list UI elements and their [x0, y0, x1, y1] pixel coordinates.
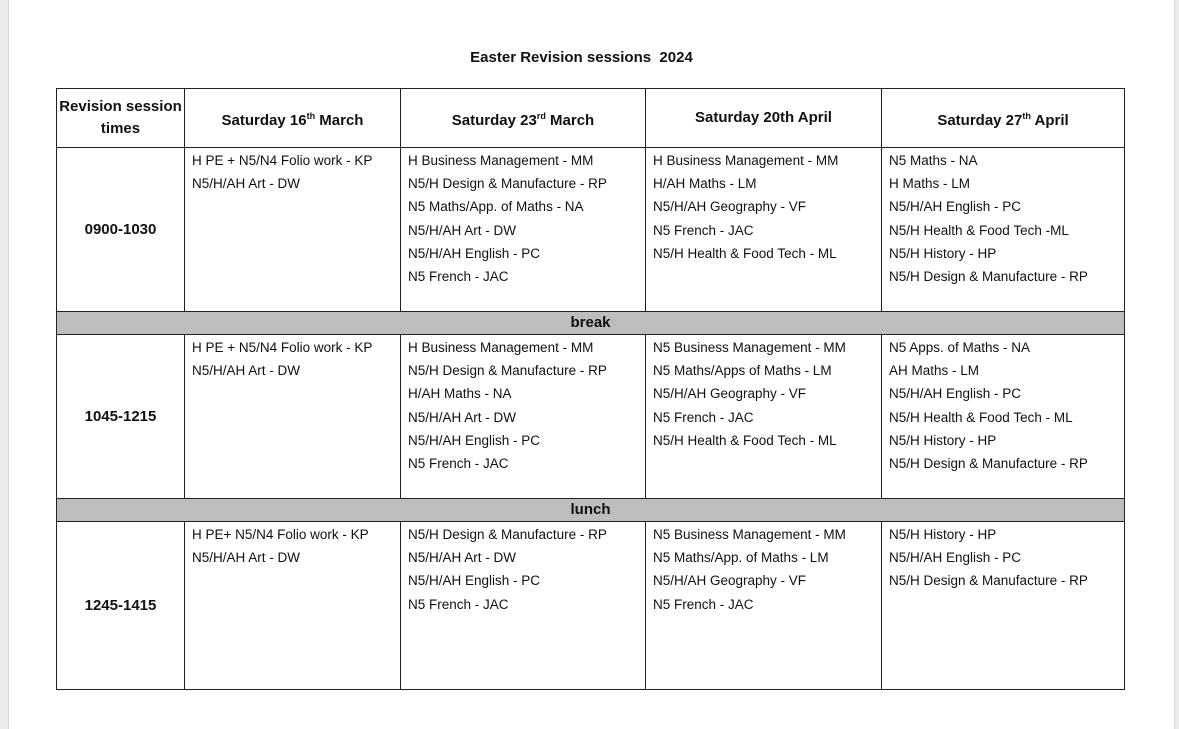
session-time: 1045-1215	[57, 335, 185, 499]
session-item: N5 Maths/Apps of Maths - LM	[653, 363, 832, 379]
session-item: N5/H/AH Geography - VF	[653, 199, 807, 215]
session-row	[57, 148, 1125, 312]
session-item: N5/H/AH English - PC	[889, 199, 1022, 215]
session-item: H/AH Maths - NA	[408, 386, 512, 402]
session-item: N5/H/AH Art - DW	[408, 222, 517, 238]
session-list	[185, 522, 400, 571]
session-item: N5/H/AH Geography - VF	[653, 573, 807, 589]
session-item: H PE + N5/N4 Folio work - KP	[192, 153, 373, 168]
session-time: 1245-1415	[57, 522, 185, 690]
session-item: N5/H Design & Manufacture - RP	[889, 573, 1088, 589]
session-item: N5/H Health & Food Tech -ML	[889, 222, 1069, 238]
session-item: N5/H Design & Manufacture - RP	[889, 455, 1088, 471]
session-item: N5 Business Management - MM	[653, 527, 846, 542]
day-sessions-cell	[646, 522, 882, 690]
session-row	[57, 522, 1125, 690]
session-item: N5/H/AH Geography - VF	[653, 386, 807, 402]
session-item: N5/H Health & Food Tech - ML	[653, 432, 837, 448]
session-list	[646, 335, 881, 454]
lunch-label: lunch	[57, 499, 1125, 522]
session-item: AH Maths - LM	[889, 363, 980, 379]
session-item: N5/H Health & Food Tech - ML	[889, 409, 1073, 425]
session-time: 0900-1030	[57, 148, 185, 312]
header-day: Saturday 20th April	[646, 89, 882, 148]
document-title: Easter Revision sessions 2024	[470, 49, 693, 66]
lunch-row	[57, 499, 1125, 522]
day-sessions-cell	[401, 335, 646, 499]
session-item: N5/H/AH English - PC	[889, 550, 1022, 566]
header-day: Saturday 27th April	[882, 89, 1125, 148]
session-item: N5/H Design & Manufacture - RP	[408, 527, 607, 542]
day-sessions-cell	[185, 335, 401, 499]
session-list	[401, 335, 645, 477]
session-item: N5/H History - HP	[889, 527, 997, 542]
session-item: H PE + N5/N4 Folio work - KP	[192, 340, 373, 355]
session-item: N5 Business Management - MM	[653, 340, 846, 355]
session-item: N5/H/AH Art - DW	[408, 550, 517, 566]
session-list	[882, 522, 1124, 595]
session-item: N5 French - JAC	[653, 222, 754, 238]
session-item: N5/H/AH Art - DW	[192, 550, 301, 566]
session-list	[882, 335, 1124, 477]
session-item: N5/H/AH Art - DW	[192, 363, 301, 379]
session-list	[882, 148, 1124, 290]
session-row	[57, 335, 1125, 499]
day-sessions-cell	[646, 335, 882, 499]
session-item: H Business Management - MM	[408, 340, 594, 355]
header-row	[57, 89, 1125, 148]
header-day: Saturday 16th March	[185, 89, 401, 148]
session-item: N5/H History - HP	[889, 432, 997, 448]
session-item: N5 French - JAC	[408, 455, 509, 471]
day-sessions-cell	[646, 148, 882, 312]
session-item: N5/H/AH English - PC	[408, 573, 541, 589]
session-list	[401, 522, 645, 618]
session-list	[646, 522, 881, 618]
session-item: H PE+ N5/N4 Folio work - KP	[192, 527, 369, 542]
break-label: break	[57, 312, 1125, 335]
session-item: N5 Maths/App. of Maths - NA	[408, 199, 584, 215]
session-item: H/AH Maths - LM	[653, 176, 757, 192]
session-item: H Business Management - MM	[653, 153, 839, 168]
session-item: N5 French - JAC	[653, 596, 754, 612]
session-list	[185, 148, 400, 197]
day-sessions-cell	[401, 148, 646, 312]
day-sessions-cell	[185, 148, 401, 312]
session-item: N5/H Design & Manufacture - RP	[408, 176, 607, 192]
session-item: N5/H/AH English - PC	[889, 386, 1022, 402]
session-item: H Maths - LM	[889, 176, 971, 192]
session-list	[646, 148, 881, 267]
session-item: N5 Maths/App. of Maths - LM	[653, 550, 829, 566]
session-item: N5/H History - HP	[889, 245, 997, 261]
day-sessions-cell	[882, 335, 1125, 499]
day-sessions-cell	[185, 522, 401, 690]
header-times: Revision session times	[57, 89, 185, 148]
session-item: N5/H/AH English - PC	[408, 245, 541, 261]
header-day: Saturday 23rd March	[401, 89, 646, 148]
session-item: N5/H/AH English - PC	[408, 432, 541, 448]
session-item: N5 French - JAC	[653, 409, 754, 425]
session-item: N5/H/AH Art - DW	[408, 409, 517, 425]
session-item: N5/H Design & Manufacture - RP	[408, 363, 607, 379]
day-sessions-cell	[401, 522, 646, 690]
session-item: N5/H Health & Food Tech - ML	[653, 245, 837, 261]
session-item: N5 Apps. of Maths - NA	[889, 340, 1031, 355]
session-list	[401, 148, 645, 290]
session-item: N5 French - JAC	[408, 268, 509, 284]
day-sessions-cell	[882, 522, 1125, 690]
session-item: N5/H Design & Manufacture - RP	[889, 268, 1088, 284]
session-item: H Business Management - MM	[408, 153, 594, 168]
session-list	[185, 335, 400, 384]
session-item: N5/H/AH Art - DW	[192, 176, 301, 192]
session-item: N5 Maths - NA	[889, 153, 978, 168]
session-item: N5 French - JAC	[408, 596, 509, 612]
break-row	[57, 312, 1125, 335]
revision-timetable	[56, 88, 1125, 690]
day-sessions-cell	[882, 148, 1125, 312]
